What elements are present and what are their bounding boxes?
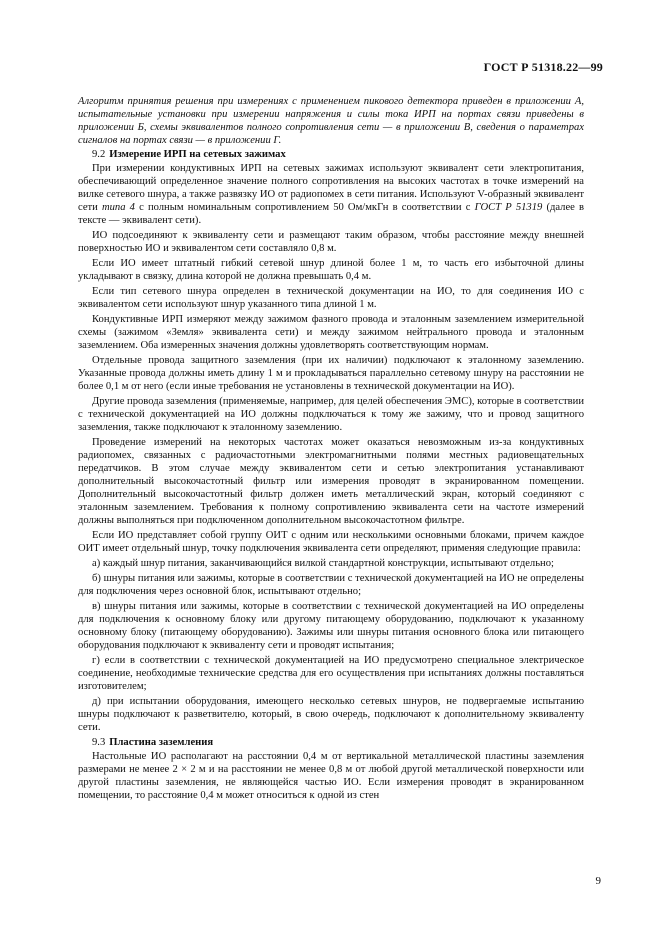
- list-item: г) если в соответствии с технической документацией на ИО предусмотрено специальное электрическое соединение, необходимые технические средства для его осуществления при испытаниях должны поставляться изготовителем;: [78, 655, 584, 692]
- page-body: [78, 95, 584, 804]
- standard-header: ГОСТ Р 51318.22—99: [483, 60, 603, 74]
- paragraph: Если тип сетевого шнура определен в технической документации на ИО, то для соединения ИО с эквивалентом сети используют шнур указанного типа длиной 1 м.: [78, 286, 584, 310]
- list-item: в) шнуры питания или зажимы, которые в соответствии с технической документацией на ИО определены для подключения к основному блоку или другому питающему оборудованию, подключают к указанному основному блоку (питающему оборудованию). Зажимы или шнуры питания основного блока или питающего оборудования подключают к эквиваленту сети и проводят испытания;: [78, 601, 584, 651]
- list-item: а) каждый шнур питания, заканчивающийся вилкой стандартной конструкции, испытывают отдельно;: [92, 558, 554, 569]
- text-run-italic: типа 4: [101, 202, 135, 213]
- list-item: д) при испытании оборудования, имеющего несколько сетевых шнуров, не подвергаемые испытанию шнуры подключают к разветвителю, который, в свою очередь, подключают к дополнительному эквиваленту сети.: [78, 696, 584, 733]
- section-title: Измерение ИРП на сетевых зажимах: [109, 149, 286, 160]
- text-run: с полным номинальным сопротивлением 50 Ом/мкГн в соответствии с: [134, 202, 475, 213]
- text-run: При измерении кондуктивных ИРП на сетевых зажимах используют эквивалент сети электропитания, обеспечивающий определенное значение полного сопротивления на высоких частотах в точке измерений на вилке сетевого шнура, а также развязку ИО от радиопомех в сети питания. Используют V-образный эквивалент сети: [78, 163, 584, 213]
- list-item: б) шнуры питания или зажимы, которые в соответствии с технической документацией на ИО не определены для подключения через основной блок, испытывают отдельно;: [78, 573, 584, 597]
- section-number: 9.2: [92, 149, 106, 160]
- paragraph: Отдельные провода защитного заземления (при их наличии) подключают к эталонному заземлению. Указанные провода должны иметь длину 1 м и прокладываться параллельно сетевому шнуру на расстоянии не более 0,1 м от него (если иные требования не установлены в технической документации на ИО).: [78, 355, 584, 392]
- paragraph: Другие провода заземления (применяемые, например, для целей обеспечения ЭМС), которые в соответствии с технической документацией на ИО должны подключаться к тому же зажиму, что и провод защитного заземления, также подключают к эталонному заземлению.: [78, 396, 585, 433]
- paragraph: [78, 162, 584, 227]
- section-number: 9.3: [92, 737, 106, 748]
- standard-reference: ГОСТ Р 51319: [474, 202, 543, 213]
- paragraph: Настольные ИО располагают на расстоянии 0,4 м от вертикальной металлической пластины заземления размерами не менее 2 × 2 м и на расстоянии не менее 0,8 м от любой другой металлической поверхности или другой пластины заземления, не являющейся частью ИО. Если измерения проводят в экранированном помещении, то расстояние 0,4 м может относиться к одной из стен: [78, 751, 584, 801]
- paragraph: Проведение измерений на некоторых частотах может оказаться невозможным из-за кондуктивных радиопомех, связанных с радиочастотными электромагнитными полями местных радиовещательных передатчиков. В этом случае между эквивалентом сети и сетью электропитания устанавливают дополнительный высокочастотный фильтр или измерения проводят в экранированном помещении. Дополнительный высокочастотный фильтр должен иметь металлический экран, который соединяют с эталонным заземлением. Требования к полному сопротивлению эквивалента сети на частоте измерений должны выполняться при подключенном дополнительном высокочастотном фильтре.: [78, 437, 584, 526]
- paragraph: Если ИО представляет собой группу ОИТ с одним или несколькими основными блоками, причем каждое ОИТ имеет отдельный шнур, точку подключения эквивалента сети определяют, применяя следующие правила:: [78, 530, 584, 554]
- paragraph: Кондуктивные ИРП измеряют между зажимом фазного провода и эталонным заземлением измерительной схемы (зажимом «Земля» эквивалента сети) и между зажимом нейтрального провода и эталонным заземлением. Оба измеренных значения должны удовлетворять соответствующим нормам.: [78, 314, 584, 351]
- page-number: 9: [595, 875, 601, 887]
- section-title: Пластина заземления: [109, 737, 214, 748]
- intro-paragraph: Алгоритм принятия решения при измерениях с применением пикового детектора приведен в приложении А, испытательные установки при измерении напряжения и силы тока ИРП на портах связи приведены в приложении Б, схемы эквивалентов полного сопротивления сети — в приложении В, сведения о параметрах сигналов на портах связи — в приложении Г.: [78, 96, 584, 146]
- paragraph: ИО подсоединяют к эквиваленту сети и размещают таким образом, чтобы расстояние между внешней поверхностью ИО и эквивалентом сети составляло 0,8 м.: [78, 230, 584, 254]
- section-9-3-heading: [78, 736, 584, 749]
- text-run: (далее в тексте — эквивалент сети).: [78, 202, 585, 226]
- paragraph: Если ИО имеет штатный гибкий сетевой шнур длиной более 1 м, то часть его избыточной длины укладывают в связку, длина которой не должна превышать 0,4 м.: [78, 258, 584, 282]
- section-9-2-heading: [78, 148, 584, 161]
